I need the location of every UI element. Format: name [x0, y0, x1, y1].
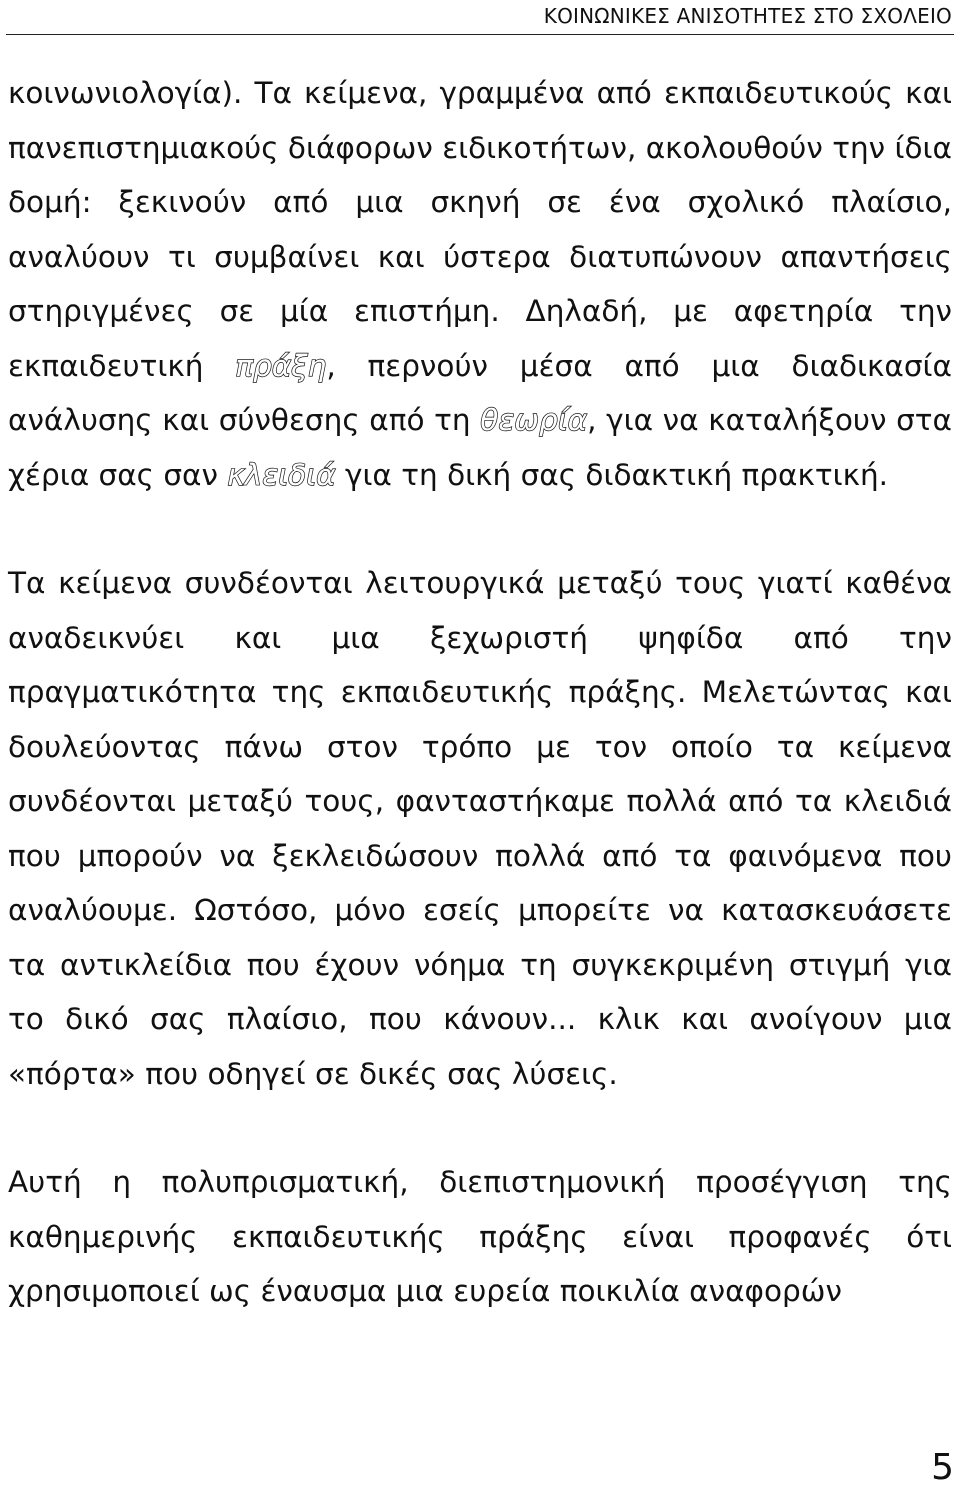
paragraph-1 — [8, 66, 952, 502]
body-text — [8, 66, 952, 1319]
page-number: 5 — [931, 1447, 954, 1488]
header-rule — [6, 34, 954, 35]
running-header: ΚΟΙΝΩΝΙΚΕΣ ΑΝΙΣΟΤΗΤΕΣ ΣΤΟ ΣΧΟΛΕΙΟ — [543, 4, 952, 28]
paragraph-1-part-4: για τη δική σας διδακτική πρακτική. — [335, 457, 889, 492]
paragraph-1-part-1: κοινωνιολογία). Τα κείμενα, γραμμένα από εκπαιδευτικούς και πανεπιστημιακούς διάφορων ειδικοτήτων, ακολουθούν την ίδια δομή: ξεκινούν από μια σκηνή σε ένα σχολικό πλαίσιο, αναλύουν τι συμβαίνει και ύστερα διατυπώνουν απαντήσεις στηριγμένες σε μία επιστήμη. Δηλαδή, με αφετηρία την εκπαιδευτική — [8, 76, 952, 383]
paragraph-1-part-3: , για να καταλήξουν στα χέρια σας σαν — [8, 403, 952, 492]
emphasis-praxi: πράξη — [235, 348, 327, 383]
emphasis-kleidia: κλειδιά — [227, 457, 336, 492]
emphasis-theoria: θεωρία — [480, 403, 588, 437]
paragraph-3: Αυτή η πολυπρισματική, διεπιστημονική προσέγγιση της καθημερινής εκπαιδευτικής πράξης είναι προφανές ότι χρησιμοποιεί ως έναυσμα μια ευρεία ποικιλία αναφορών — [8, 1165, 952, 1308]
paragraph-2: Τα κείμενα συνδέονται λειτουργικά μεταξύ τους γιατί καθένα αναδεικνύει και μια ξεχωριστή ψηφίδα από την πραγματικότητα της εκπαιδευτικής πράξης. Μελετώντας και δουλεύοντας πάνω στον τρόπο με τον οποίο τα κείμενα συνδέονται μεταξύ τους, φανταστήκαμε πολλά από τα κλειδιά που μπορούν να ξεκλειδώσουν πολλά από τα φαινόμενα που αναλύουμε. Ωστόσο, μόνο εσείς μπορείτε να κατασκευάσετε τα αντικλείδια που έχουν νόημα τη συγκεκριμένη στιγμή για το δικό σας πλαίσιο, που κάνουν... κλικ και ανοίγουν μια «πόρτα» που οδηγεί σε δικές σας λύσεις. — [8, 566, 952, 1091]
paragraph-1-part-2: , περνούν μέσα από μια διαδικασία ανάλυσης και σύνθεσης από τη — [8, 348, 952, 437]
